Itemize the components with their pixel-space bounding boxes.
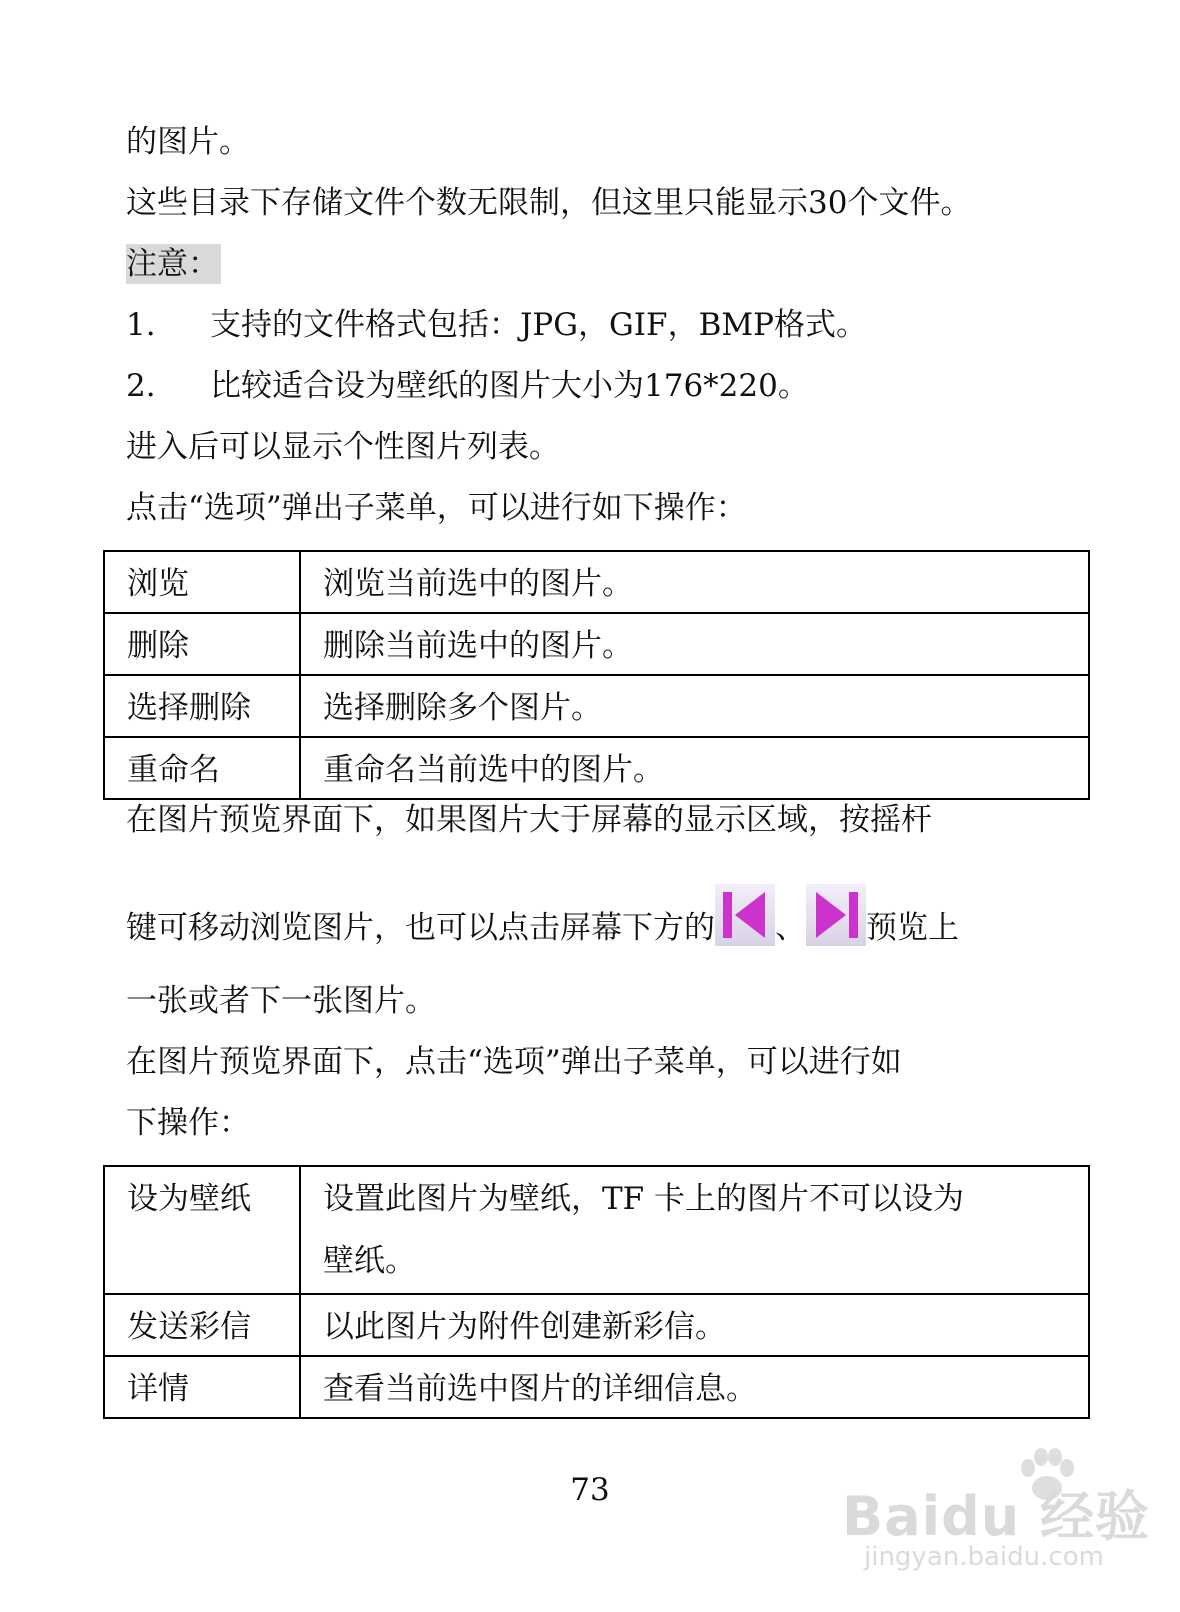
preview-options-table — [103, 1165, 1090, 1419]
table-cell-action: 详情 — [104, 1356, 300, 1418]
text-line: 这些目录下存储文件个数无限制，但这里只能显示30个文件。 — [126, 185, 972, 221]
note-number: 2. — [126, 368, 156, 404]
table-cell-description: 查看当前选中图片的详细信息。 — [300, 1356, 1089, 1418]
table-cell-description — [300, 1166, 1089, 1294]
note-item — [126, 366, 809, 406]
table-cell-description: 重命名当前选中的图片。 — [300, 737, 1089, 799]
text-line: 下操作： — [126, 1105, 250, 1141]
table-cell-description: 选择删除多个图片。 — [300, 675, 1089, 737]
skip-previous-icon — [715, 884, 775, 946]
text-line-with-icons — [126, 884, 959, 964]
table-cell-description: 浏览当前选中的图片。 — [300, 551, 1089, 613]
watermark-url: jingyan.baidu.com — [864, 1542, 1104, 1572]
page-number: 73 — [570, 1472, 610, 1508]
table-row — [104, 1356, 1089, 1418]
table-cell-action: 浏览 — [104, 551, 300, 613]
text-fragment: 预览上 — [866, 910, 959, 946]
note-heading — [126, 244, 221, 284]
options-table — [103, 550, 1090, 800]
table-row — [104, 737, 1089, 799]
table-row — [104, 1166, 1089, 1294]
table-cell-description: 删除当前选中的图片。 — [300, 613, 1089, 675]
table-cell-action: 发送彩信 — [104, 1294, 300, 1356]
text-line: 点击“选项”弹出子菜单，可以进行如下操作： — [126, 490, 747, 526]
note-text: 比较适合设为壁纸的图片大小为176*220。 — [210, 368, 809, 404]
description-line: 壁纸。 — [323, 1243, 416, 1279]
note-label: 注意： — [126, 246, 219, 282]
text-fragment: 键可移动浏览图片，也可以点击屏幕下方的 — [126, 910, 715, 946]
table-row — [104, 675, 1089, 737]
text-line: 一张或者下一张图片。 — [126, 983, 436, 1019]
watermark-brand: Baidu 经验 — [842, 1485, 1151, 1548]
table-cell-action: 设为壁纸 — [104, 1166, 300, 1294]
table-row — [104, 551, 1089, 613]
baidu-watermark — [842, 1448, 1162, 1578]
table-row — [104, 613, 1089, 675]
table-row — [104, 1294, 1089, 1356]
note-text: 支持的文件格式包括：JPG，GIF，BMP格式。 — [210, 307, 867, 343]
separator: 、 — [775, 910, 806, 946]
text-line: 在图片预览界面下，点击“选项”弹出子菜单，可以进行如 — [126, 1044, 902, 1080]
text-line: 在图片预览界面下，如果图片大于屏幕的显示区域，按摇杆 — [126, 802, 932, 838]
table-cell-action: 重命名 — [104, 737, 300, 799]
table-cell-description: 以此图片为附件创建新彩信。 — [300, 1294, 1089, 1356]
text-line: 的图片。 — [126, 124, 250, 160]
skip-next-icon — [806, 884, 866, 946]
text-line: 进入后可以显示个性图片列表。 — [126, 429, 560, 465]
table-cell-action: 选择删除 — [104, 675, 300, 737]
note-item — [126, 305, 867, 345]
table-cell-action: 删除 — [104, 613, 300, 675]
note-number: 1. — [126, 307, 156, 343]
description-line: 设置此图片为壁纸，TF 卡上的图片不可以设为 — [323, 1181, 965, 1217]
